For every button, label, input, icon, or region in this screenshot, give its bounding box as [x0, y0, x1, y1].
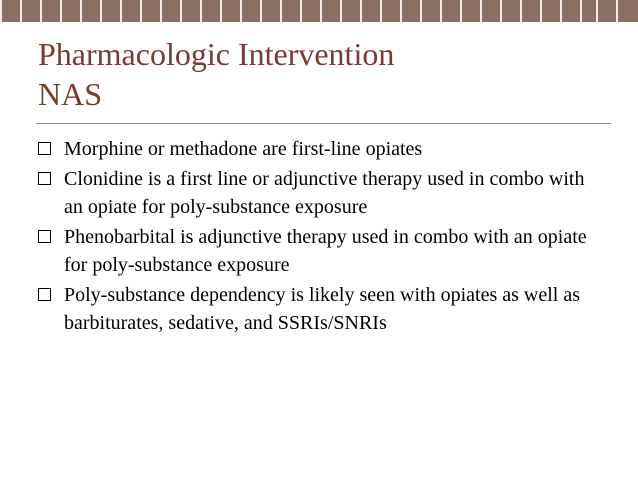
decorative-square: [420, 0, 440, 22]
title-divider: [36, 123, 611, 124]
decorative-square: [160, 0, 180, 22]
decorative-square: [380, 0, 400, 22]
hollow-square-bullet-icon: [38, 142, 51, 155]
decorative-square: [100, 0, 120, 22]
decorative-square: [560, 0, 580, 22]
bullet-text: Morphine or methadone are first-line opiates: [64, 138, 423, 160]
decorative-square: [500, 0, 520, 22]
decorative-square: [260, 0, 280, 22]
decorative-square: [280, 0, 300, 22]
decorative-square: [240, 0, 260, 22]
decorative-square: [460, 0, 480, 22]
slide-title: [38, 34, 394, 114]
decorative-square: [596, 0, 618, 22]
bullet-item: [38, 135, 598, 163]
decorative-square: [360, 0, 380, 22]
decorative-square: [140, 0, 160, 22]
bullet-item: [38, 223, 598, 279]
decorative-square: [0, 0, 20, 22]
decorative-square: [60, 0, 80, 22]
hollow-square-bullet-icon: [38, 230, 51, 243]
decorative-square: [400, 0, 420, 22]
decorative-square: [180, 0, 200, 22]
top-bar-squares: [0, 0, 600, 22]
decorative-square: [40, 0, 60, 22]
decorative-square: [616, 0, 638, 22]
decorative-square: [480, 0, 500, 22]
bullet-text: Phenobarbital is adjunctive therapy used in combo with an opiate for poly-substance exposure: [64, 226, 587, 276]
top-decorative-bar: [0, 0, 638, 22]
bullet-text: Clonidine is a first line or adjunctive therapy used in combo with an opiate for poly-substance exposure: [64, 168, 585, 218]
decorative-square: [440, 0, 460, 22]
slide-title-line-1: Pharmacologic Intervention: [38, 36, 395, 72]
decorative-square: [20, 0, 40, 22]
slide-title-line-2: NAS: [38, 76, 103, 112]
decorative-square: [200, 0, 220, 22]
bullet-text: Poly-substance dependency is likely seen with opiates as well as barbiturates, sedative, and SSRIs/SNRIs: [64, 284, 580, 334]
bullet-item: [38, 281, 598, 337]
bullet-list: [38, 135, 598, 339]
decorative-square: [540, 0, 560, 22]
decorative-square: [320, 0, 340, 22]
decorative-square: [300, 0, 320, 22]
hollow-square-bullet-icon: [38, 172, 51, 185]
hollow-square-bullet-icon: [38, 288, 51, 301]
bullet-item: [38, 165, 598, 221]
decorative-square: [520, 0, 540, 22]
decorative-square: [220, 0, 240, 22]
decorative-square: [80, 0, 100, 22]
decorative-square: [340, 0, 360, 22]
decorative-square: [120, 0, 140, 22]
